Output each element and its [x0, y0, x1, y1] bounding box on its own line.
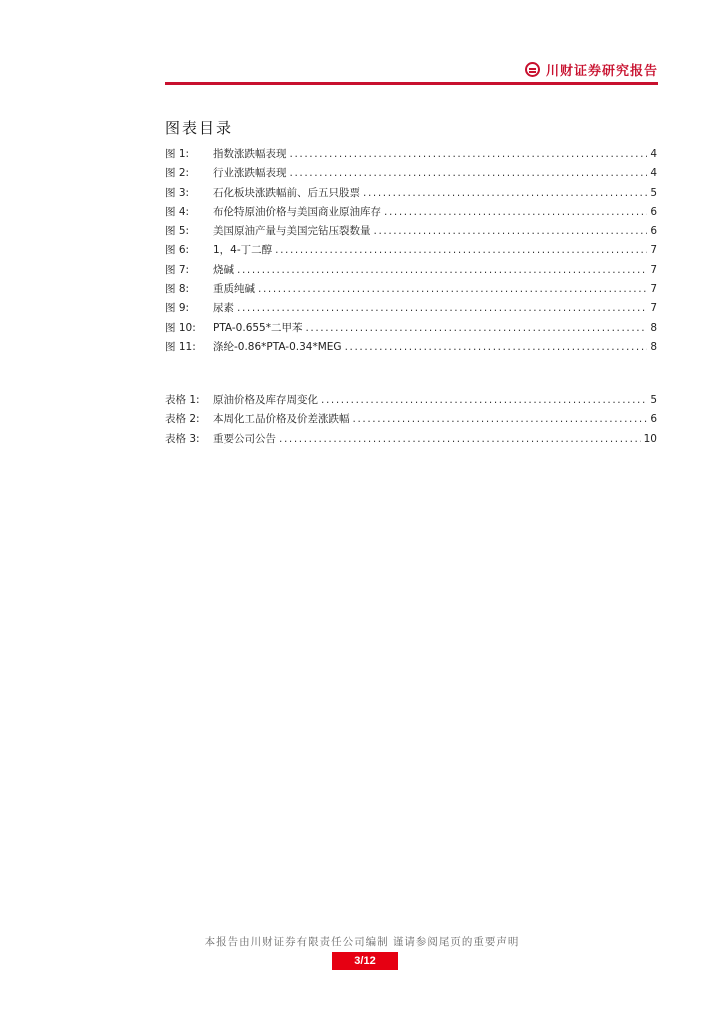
- toc-entry-label: 图 10:: [165, 321, 196, 334]
- toc-entry-title: 本周化工品价格及价差涨跌幅: [213, 413, 350, 426]
- toc-entry-page: 7: [650, 263, 657, 276]
- brand-name: 川财证券研究报告: [545, 64, 658, 79]
- toc-entry-page: 6: [650, 205, 657, 218]
- toc-entry-title: PTA-0.655*二甲苯: [213, 321, 303, 334]
- toc-entry-figure-6[interactable]: [165, 241, 657, 260]
- toc-entry-label: 图 8:: [165, 283, 190, 296]
- toc-entry-title: 涤纶-0.86*PTA-0.34*MEG: [213, 340, 342, 353]
- toc-entry-table-1[interactable]: [165, 391, 657, 410]
- toc-entry-page: 4: [650, 167, 657, 180]
- toc-entry-title: 行业涨跌幅表现: [213, 167, 287, 180]
- toc-entry-figure-4[interactable]: [165, 203, 657, 222]
- toc-entry-page: 5: [650, 394, 657, 406]
- dot-leader: [279, 430, 641, 449]
- dot-leader: [321, 391, 647, 410]
- dot-leader: [345, 338, 648, 357]
- toc-entry-title: 1，4-丁二醇: [213, 244, 273, 257]
- header-divider: [165, 82, 658, 85]
- toc-entry-title: 指数涨跌幅表现: [213, 148, 287, 160]
- dot-leader: [258, 280, 647, 299]
- toc-entry-label: 图 4:: [165, 205, 190, 218]
- toc-entry-label: 图 1:: [165, 148, 190, 160]
- toc-entry-page: 7: [650, 302, 657, 315]
- toc-entry-label: 图 2:: [165, 167, 190, 180]
- toc-entry-table-3[interactable]: [165, 430, 657, 449]
- toc-entry-page: 8: [650, 340, 657, 353]
- toc-entry-figure-3[interactable]: [165, 184, 657, 203]
- toc-entry-title: 布伦特原油价格与美国商业原油库存: [213, 205, 381, 218]
- dot-leader: [275, 241, 647, 260]
- toc-entry-label: 图 7:: [165, 263, 190, 276]
- toc-entry-page: 8: [650, 321, 657, 334]
- toc-entry-page: 5: [650, 186, 657, 199]
- toc-entry-figure-10[interactable]: [165, 319, 657, 338]
- dot-leader: [290, 164, 648, 183]
- toc-entry-figure-11[interactable]: [165, 338, 657, 357]
- toc-entry-page: 7: [650, 244, 657, 257]
- toc-entry-figure-9[interactable]: [165, 299, 657, 318]
- toc-entry-label: 图 11:: [165, 340, 196, 353]
- dot-leader: [363, 184, 647, 203]
- toc-entry-title: 美国原油产量与美国完钻压裂数量: [213, 225, 371, 238]
- dot-leader: [237, 261, 647, 280]
- dot-leader: [305, 319, 647, 338]
- dot-leader: [290, 145, 648, 164]
- toc-entry-figure-1[interactable]: [165, 145, 657, 164]
- toc-entry-title: 尿素: [213, 302, 234, 315]
- chuancai-logo-icon: [525, 62, 540, 77]
- toc-entry-page: 6: [650, 413, 657, 426]
- toc-entry-figure-2[interactable]: [165, 164, 657, 183]
- footer-disclaimer: 本报告由川财证券有限责任公司编制 谨请参阅尾页的重要声明: [204, 936, 520, 948]
- dot-leader: [384, 203, 647, 222]
- figure-list: [165, 145, 657, 357]
- toc-entry-page: 4: [650, 148, 657, 160]
- toc-entry-title: 重质纯碱: [213, 283, 255, 296]
- toc-entry-figure-7[interactable]: [165, 261, 657, 280]
- table-list: [165, 391, 657, 449]
- toc-entry-label: 图 3:: [165, 186, 190, 199]
- toc-entry-title: 原油价格及库存周变化: [213, 394, 318, 406]
- page-number-badge: 3/12: [332, 952, 398, 970]
- header-brand: [525, 60, 658, 79]
- toc-entry-label: 图 6:: [165, 244, 190, 257]
- dot-leader: [353, 410, 648, 429]
- toc-entry-figure-8[interactable]: [165, 280, 657, 299]
- dot-leader: [237, 299, 647, 318]
- toc-entry-label: 图 5:: [165, 225, 190, 238]
- toc-entry-title: 烧碱: [213, 263, 234, 276]
- toc-entry-title: 重要公司公告: [213, 432, 276, 445]
- toc-entry-page: 10: [643, 432, 657, 445]
- toc-entry-label: 表格 3:: [165, 432, 200, 445]
- toc-entry-table-2[interactable]: [165, 410, 657, 429]
- toc-entry-label: 表格 1:: [165, 394, 200, 406]
- toc-entry-title: 石化板块涨跌幅前、后五只股票: [213, 186, 360, 199]
- toc-entry-figure-5[interactable]: [165, 222, 657, 241]
- toc-entry-label: 图 9:: [165, 302, 190, 315]
- toc-title: 图表目录: [165, 119, 234, 137]
- toc-entry-page: 7: [650, 283, 657, 296]
- toc-entry-page: 6: [650, 225, 657, 238]
- dot-leader: [374, 222, 648, 241]
- toc-entry-label: 表格 2:: [165, 413, 200, 426]
